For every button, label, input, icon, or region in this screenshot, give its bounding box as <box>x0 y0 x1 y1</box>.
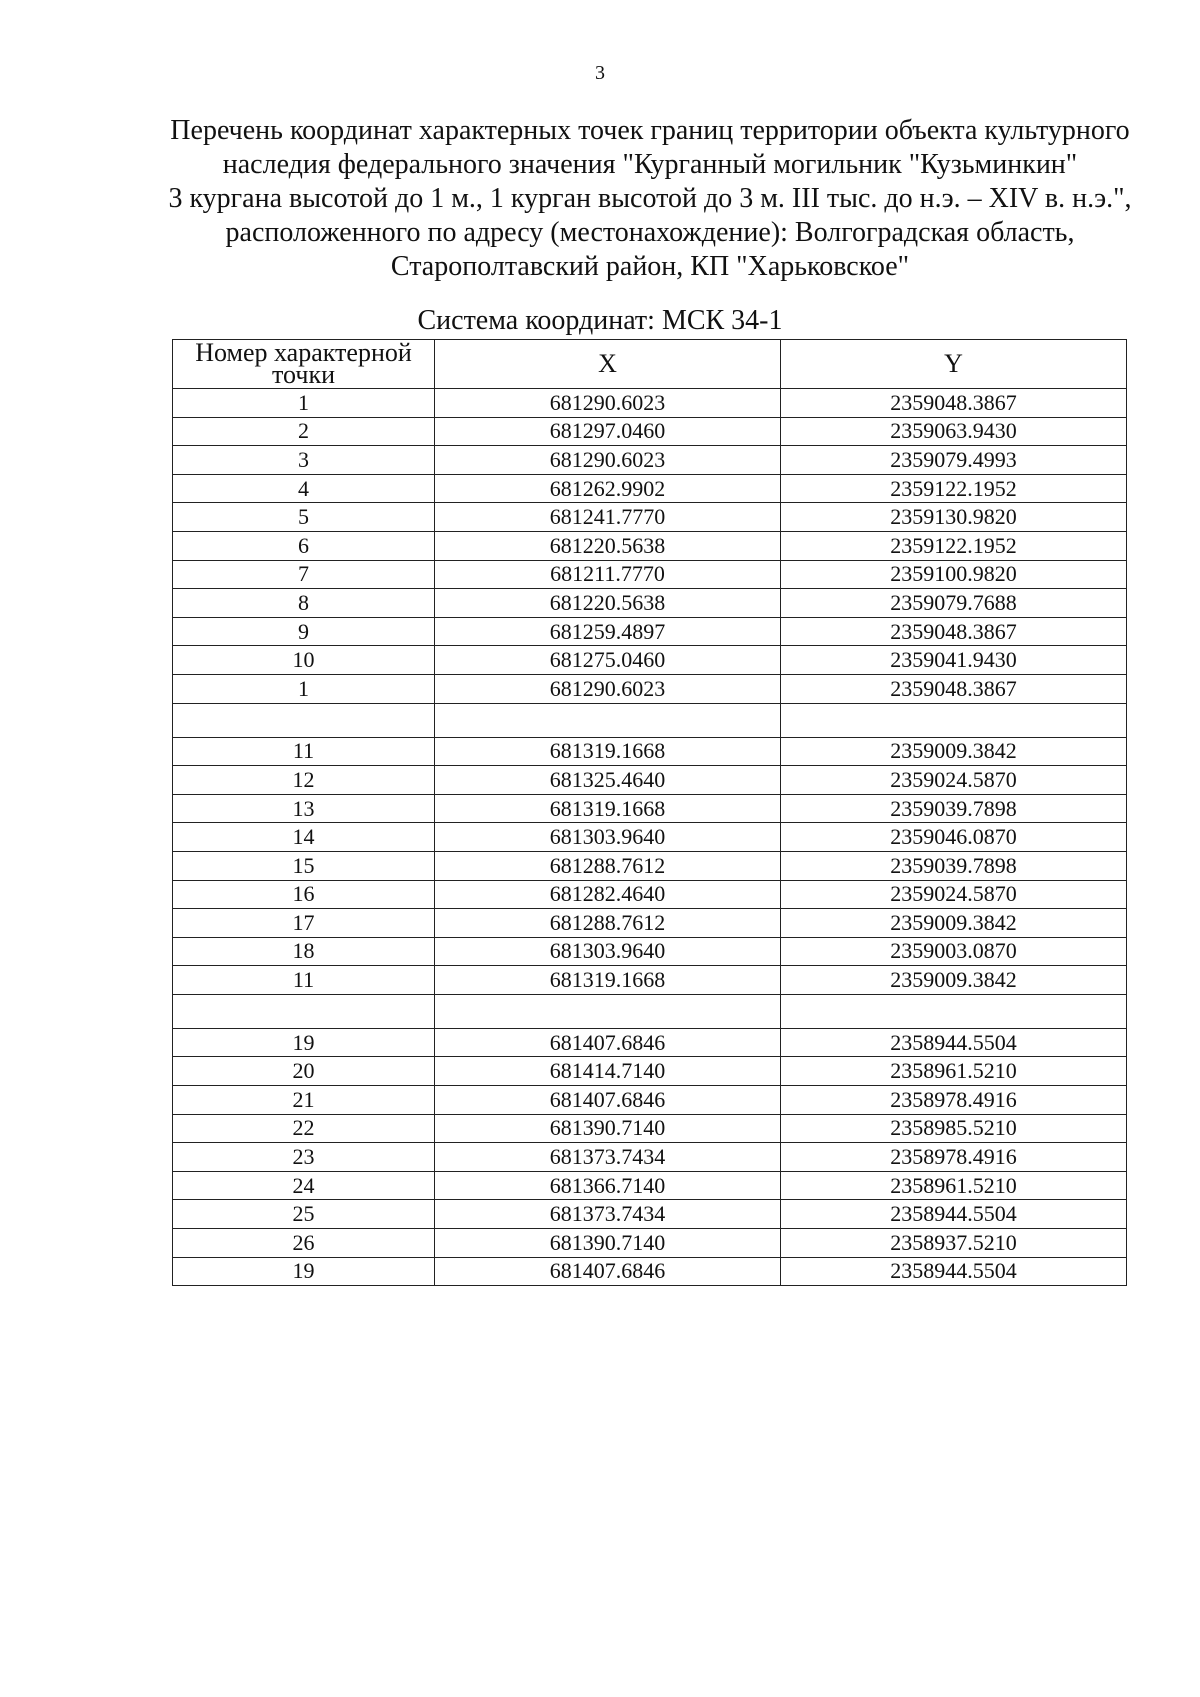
header-y: Y <box>781 340 1127 389</box>
x-cell: 681275.0460 <box>435 646 781 675</box>
x-cell: 681319.1668 <box>435 737 781 766</box>
x-cell: 681373.7434 <box>435 1200 781 1229</box>
y-cell: 2359009.3842 <box>781 737 1127 766</box>
x-cell: 681390.7140 <box>435 1229 781 1258</box>
x-cell: 681290.6023 <box>435 389 781 418</box>
point-number-cell: 12 <box>173 766 435 795</box>
table-row <box>173 766 1127 795</box>
x-cell: 681303.9640 <box>435 937 781 966</box>
point-number-cell: 3 <box>173 446 435 475</box>
y-cell: 2359009.3842 <box>781 909 1127 938</box>
x-cell: 681414.7140 <box>435 1057 781 1086</box>
title-line: 3 кургана высотой до 1 м., 1 курган высотой до 3 м. III тыс. до н.э. – XIV в. н.э.", <box>168 183 1132 214</box>
point-number-cell: 26 <box>173 1229 435 1258</box>
y-cell: 2358937.5210 <box>781 1229 1127 1258</box>
point-number-cell: 10 <box>173 646 435 675</box>
x-cell: 681220.5638 <box>435 531 781 560</box>
coordinates-table <box>172 339 1127 1286</box>
y-cell: 2359024.5870 <box>781 766 1127 795</box>
y-cell: 2359039.7898 <box>781 851 1127 880</box>
table-row <box>173 560 1127 589</box>
table-row <box>173 1114 1127 1143</box>
title-line: расположенного по адресу (местонахождение): Волгоградская область, <box>225 217 1075 248</box>
table-row <box>173 1229 1127 1258</box>
point-number-cell: 8 <box>173 589 435 618</box>
point-number-cell: 5 <box>173 503 435 532</box>
table-row <box>173 531 1127 560</box>
y-cell: 2358985.5210 <box>781 1114 1127 1143</box>
table-row <box>173 1057 1127 1086</box>
y-cell: 2358978.4916 <box>781 1143 1127 1172</box>
table-row <box>173 966 1127 995</box>
table-row <box>173 1143 1127 1172</box>
point-number-cell: 18 <box>173 937 435 966</box>
point-number-cell: 22 <box>173 1114 435 1143</box>
point-number-cell: 1 <box>173 389 435 418</box>
title-line: наследия федерального значения "Курганный могильник "Кузьминкин" <box>222 149 1078 180</box>
x-cell: 681290.6023 <box>435 674 781 703</box>
x-cell: 681259.4897 <box>435 617 781 646</box>
page-number: 3 <box>595 62 605 84</box>
table-header-row <box>173 340 1127 389</box>
x-cell: 681319.1668 <box>435 966 781 995</box>
y-cell: 2358944.5504 <box>781 1200 1127 1229</box>
x-cell: 681282.4640 <box>435 880 781 909</box>
table-row <box>173 446 1127 475</box>
point-number-cell: 6 <box>173 531 435 560</box>
point-number-cell: 25 <box>173 1200 435 1229</box>
y-cell: 2358978.4916 <box>781 1086 1127 1115</box>
x-cell: 681211.7770 <box>435 560 781 589</box>
x-cell: 681366.7140 <box>435 1171 781 1200</box>
table-row <box>173 417 1127 446</box>
y-cell: 2359041.9430 <box>781 646 1127 675</box>
x-cell: 681325.4640 <box>435 766 781 795</box>
y-cell: 2359130.9820 <box>781 503 1127 532</box>
table-row <box>173 937 1127 966</box>
x-cell: 681303.9640 <box>435 823 781 852</box>
table-row <box>173 1086 1127 1115</box>
title-line: Старополтавский район, КП "Харьковское" <box>390 251 910 282</box>
y-cell: 2358944.5504 <box>781 1257 1127 1286</box>
point-number-cell <box>173 994 435 1028</box>
point-number-cell: 2 <box>173 417 435 446</box>
x-cell: 681297.0460 <box>435 417 781 446</box>
table-row <box>173 1171 1127 1200</box>
table-row <box>173 823 1127 852</box>
y-cell: 2359100.9820 <box>781 560 1127 589</box>
point-number-cell: 20 <box>173 1057 435 1086</box>
y-cell: 2358944.5504 <box>781 1028 1127 1057</box>
point-number-cell: 1 <box>173 674 435 703</box>
table-row <box>173 674 1127 703</box>
x-cell <box>435 994 781 1028</box>
header-point-number: Номер характерной точки <box>173 340 435 389</box>
x-cell: 681262.9902 <box>435 474 781 503</box>
x-cell: 681373.7434 <box>435 1143 781 1172</box>
x-cell: 681290.6023 <box>435 446 781 475</box>
point-number-cell: 11 <box>173 737 435 766</box>
point-number-cell: 17 <box>173 909 435 938</box>
point-number-cell: 24 <box>173 1171 435 1200</box>
table-row <box>173 880 1127 909</box>
y-cell: 2359003.0870 <box>781 937 1127 966</box>
x-cell: 681288.7612 <box>435 909 781 938</box>
table-row <box>173 589 1127 618</box>
y-cell: 2359063.9430 <box>781 417 1127 446</box>
point-number-cell <box>173 703 435 737</box>
point-number-cell: 11 <box>173 966 435 995</box>
table-row <box>173 617 1127 646</box>
y-cell: 2359122.1952 <box>781 531 1127 560</box>
x-cell: 681220.5638 <box>435 589 781 618</box>
document-title <box>150 114 1150 284</box>
table-row <box>173 994 1127 1028</box>
y-cell: 2359039.7898 <box>781 794 1127 823</box>
x-cell: 681241.7770 <box>435 503 781 532</box>
y-cell: 2359024.5870 <box>781 880 1127 909</box>
table-row <box>173 1257 1127 1286</box>
title-line: Перечень координат характерных точек границ территории объекта культурного <box>170 115 1130 146</box>
table-row <box>173 1200 1127 1229</box>
table-row <box>173 794 1127 823</box>
point-number-cell: 19 <box>173 1257 435 1286</box>
y-cell: 2358961.5210 <box>781 1171 1127 1200</box>
table-row <box>173 703 1127 737</box>
x-cell: 681407.6846 <box>435 1028 781 1057</box>
table-row <box>173 646 1127 675</box>
table-row <box>173 474 1127 503</box>
table-row <box>173 737 1127 766</box>
table-row <box>173 503 1127 532</box>
y-cell: 2359079.4993 <box>781 446 1127 475</box>
coordinate-system-label: Система координат: МСК 34-1 <box>417 305 783 336</box>
y-cell: 2359048.3867 <box>781 617 1127 646</box>
point-number-cell: 19 <box>173 1028 435 1057</box>
x-cell: 681319.1668 <box>435 794 781 823</box>
y-cell: 2359009.3842 <box>781 966 1127 995</box>
y-cell: 2359079.7688 <box>781 589 1127 618</box>
point-number-cell: 7 <box>173 560 435 589</box>
y-cell <box>781 703 1127 737</box>
table-row <box>173 1028 1127 1057</box>
point-number-cell: 9 <box>173 617 435 646</box>
point-number-cell: 16 <box>173 880 435 909</box>
point-number-cell: 15 <box>173 851 435 880</box>
table-row <box>173 909 1127 938</box>
point-number-cell: 21 <box>173 1086 435 1115</box>
point-number-cell: 23 <box>173 1143 435 1172</box>
x-cell <box>435 703 781 737</box>
point-number-cell: 14 <box>173 823 435 852</box>
table-row <box>173 389 1127 418</box>
x-cell: 681407.6846 <box>435 1257 781 1286</box>
point-number-cell: 4 <box>173 474 435 503</box>
header-x: X <box>435 340 781 389</box>
y-cell: 2358961.5210 <box>781 1057 1127 1086</box>
y-cell: 2359048.3867 <box>781 674 1127 703</box>
x-cell: 681288.7612 <box>435 851 781 880</box>
y-cell: 2359046.0870 <box>781 823 1127 852</box>
x-cell: 681407.6846 <box>435 1086 781 1115</box>
point-number-cell: 13 <box>173 794 435 823</box>
x-cell: 681390.7140 <box>435 1114 781 1143</box>
y-cell: 2359122.1952 <box>781 474 1127 503</box>
table-body <box>173 389 1127 1286</box>
y-cell: 2359048.3867 <box>781 389 1127 418</box>
y-cell <box>781 994 1127 1028</box>
table-row <box>173 851 1127 880</box>
